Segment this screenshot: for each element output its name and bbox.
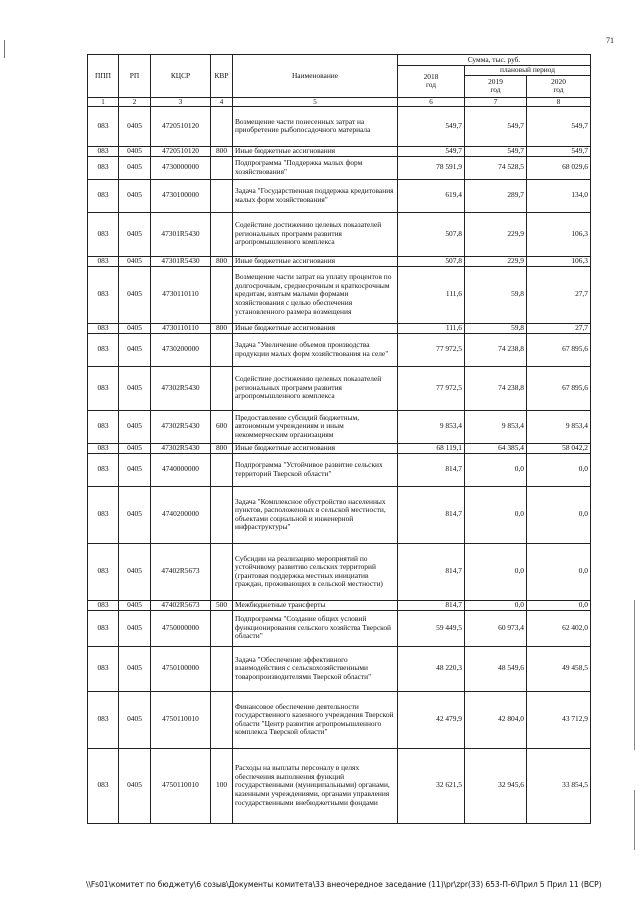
cell-kcsr: 4730000000 [151, 156, 211, 179]
cell-kcsr: 4730110110 [151, 323, 211, 333]
header-sum: Сумма, тыс. руб. [398, 55, 591, 66]
cell-kcsr: 4740000000 [151, 453, 211, 486]
header-year-2020: 2020 год [527, 75, 591, 97]
column-index: 8 [527, 97, 591, 106]
column-index: 4 [211, 97, 233, 106]
cell-amount-2018: 814,7 [398, 486, 465, 543]
cell-kvr: 600 [211, 410, 233, 443]
margin-mark [634, 600, 635, 750]
cell-rp: 0405 [119, 600, 151, 610]
cell-ppp: 083 [88, 453, 119, 486]
column-index: 6 [398, 97, 465, 106]
cell-amount-2020: 549,7 [527, 106, 591, 146]
header-name: Наименование [233, 55, 398, 98]
header-planning-period: плановый период [465, 66, 591, 76]
cell-kvr: 800 [211, 256, 233, 266]
cell-amount-2018: 77 972,5 [398, 333, 465, 366]
column-index: 1 [88, 97, 119, 106]
cell-amount-2018: 111,6 [398, 266, 465, 323]
table-row [88, 146, 591, 156]
footer-file-path: \\Fs01\комитет по бюджету\6 созыв\Документы комитета\33 внеочередное заседание (11)\pr\zpr(33) 653-П-6\Прил 5 Прил 11 (ВСР) [86, 880, 602, 889]
cell-amount-2018: 42 479,9 [398, 691, 465, 748]
cell-ppp: 083 [88, 610, 119, 646]
cell-name: Иные бюджетные ассигнования [233, 256, 398, 266]
cell-amount-2020: 58 042,2 [527, 443, 591, 453]
cell-rp: 0405 [119, 610, 151, 646]
cell-amount-2019: 9 853,4 [465, 410, 527, 443]
cell-amount-2020: 106,3 [527, 212, 591, 256]
cell-amount-2020: 68 029,6 [527, 156, 591, 179]
table-row [88, 453, 591, 486]
cell-amount-2019: 64 385,4 [465, 443, 527, 453]
cell-kcsr: 4720510120 [151, 106, 211, 146]
cell-kcsr: 4740200000 [151, 486, 211, 543]
cell-name: Межбюджетные трансферты [233, 600, 398, 610]
column-index: 7 [465, 97, 527, 106]
table-row [88, 443, 591, 453]
cell-ppp: 083 [88, 106, 119, 146]
cell-kcsr: 4750110010 [151, 691, 211, 748]
cell-amount-2018: 814,7 [398, 543, 465, 600]
cell-amount-2020: 62 402,0 [527, 610, 591, 646]
cell-rp: 0405 [119, 543, 151, 600]
cell-amount-2020: 0,0 [527, 543, 591, 600]
table-row [88, 106, 591, 146]
cell-ppp: 083 [88, 146, 119, 156]
cell-amount-2020: 134,0 [527, 179, 591, 212]
cell-ppp: 083 [88, 691, 119, 748]
page-number: 71 [606, 36, 614, 45]
cell-kvr [211, 156, 233, 179]
cell-ppp: 083 [88, 443, 119, 453]
cell-name: Возмещение части затрат на уплату процентов по долгосрочным, среднесрочным и краткосрочным кредитам, взятым малыми формами хозяйствования с целью обеспечения установленного размера возмещения [233, 266, 398, 323]
cell-amount-2020: 43 712,9 [527, 691, 591, 748]
cell-kvr: 100 [211, 748, 233, 823]
margin-mark [4, 40, 5, 58]
cell-amount-2019: 289,7 [465, 179, 527, 212]
cell-rp: 0405 [119, 212, 151, 256]
cell-kcsr: 4720510120 [151, 146, 211, 156]
cell-kvr [211, 333, 233, 366]
cell-rp: 0405 [119, 156, 151, 179]
cell-ppp: 083 [88, 543, 119, 600]
cell-name: Иные бюджетные ассигнования [233, 323, 398, 333]
cell-amount-2020: 49 458,5 [527, 646, 591, 691]
table-row [88, 748, 591, 823]
cell-kcsr: 47301R5430 [151, 212, 211, 256]
cell-kvr: 800 [211, 146, 233, 156]
cell-name: Задача "Увеличение объемов производства продукции малых форм хозяйствования на селе" [233, 333, 398, 366]
header-kcsr: КЦСР [151, 55, 211, 98]
cell-kcsr: 47302R5430 [151, 410, 211, 443]
cell-rp: 0405 [119, 486, 151, 543]
cell-amount-2020: 9 853,4 [527, 410, 591, 443]
cell-ppp: 083 [88, 486, 119, 543]
header-ppp: ППП [88, 55, 119, 98]
cell-kcsr: 4730100000 [151, 179, 211, 212]
column-index: 5 [233, 97, 398, 106]
cell-amount-2019: 74 238,8 [465, 366, 527, 410]
cell-amount-2019: 0,0 [465, 543, 527, 600]
cell-name: Иные бюджетные ассигнования [233, 443, 398, 453]
cell-ppp: 083 [88, 256, 119, 266]
table-row [88, 691, 591, 748]
cell-amount-2018: 32 621,5 [398, 748, 465, 823]
cell-amount-2019: 60 973,4 [465, 610, 527, 646]
cell-name: Подпрограмма "Создание общих условий функционирования сельского хозяйства Тверской области" [233, 610, 398, 646]
cell-rp: 0405 [119, 179, 151, 212]
cell-rp: 0405 [119, 410, 151, 443]
cell-rp: 0405 [119, 646, 151, 691]
table-row [88, 600, 591, 610]
table-row [88, 543, 591, 600]
cell-rp: 0405 [119, 691, 151, 748]
table-row [88, 156, 591, 179]
table-row [88, 212, 591, 256]
cell-name: Финансовое обеспечение деятельности государственного казенного учреждения Тверской области "Центр развития агропромышленного комплекса Тверской области" [233, 691, 398, 748]
cell-ppp: 083 [88, 748, 119, 823]
cell-kvr [211, 453, 233, 486]
cell-kcsr: 4750000000 [151, 610, 211, 646]
cell-amount-2018: 68 119,1 [398, 443, 465, 453]
cell-kvr [211, 212, 233, 256]
table-row [88, 333, 591, 366]
cell-kvr [211, 610, 233, 646]
cell-name: Содействие достижению целевых показателей региональных программ развития агропромышленного комплекса [233, 366, 398, 410]
cell-amount-2019: 0,0 [465, 453, 527, 486]
cell-amount-2020: 27,7 [527, 266, 591, 323]
cell-rp: 0405 [119, 266, 151, 323]
table-row [88, 646, 591, 691]
table-row [88, 486, 591, 543]
cell-amount-2018: 9 853,4 [398, 410, 465, 443]
cell-amount-2020: 549,7 [527, 146, 591, 156]
cell-rp: 0405 [119, 453, 151, 486]
cell-amount-2019: 229,9 [465, 212, 527, 256]
cell-ppp: 083 [88, 323, 119, 333]
cell-rp: 0405 [119, 748, 151, 823]
cell-name: Субсидии на реализацию мероприятий по устойчивому развитию сельских территорий (грантовая поддержка местных инициатив граждан, проживающих в сельской местности) [233, 543, 398, 600]
cell-amount-2019: 0,0 [465, 600, 527, 610]
cell-kvr [211, 486, 233, 543]
cell-rp: 0405 [119, 146, 151, 156]
cell-kcsr: 4730200000 [151, 333, 211, 366]
cell-kcsr: 47302R5430 [151, 443, 211, 453]
table-row [88, 266, 591, 323]
cell-ppp: 083 [88, 410, 119, 443]
cell-amount-2018: 549,7 [398, 106, 465, 146]
cell-amount-2020: 0,0 [527, 600, 591, 610]
cell-kvr [211, 543, 233, 600]
column-index: 2 [119, 97, 151, 106]
cell-amount-2018: 78 591,9 [398, 156, 465, 179]
cell-kvr: 800 [211, 443, 233, 453]
cell-ppp: 083 [88, 333, 119, 366]
cell-amount-2019: 42 804,0 [465, 691, 527, 748]
cell-ppp: 083 [88, 156, 119, 179]
cell-kvr: 800 [211, 323, 233, 333]
cell-amount-2018: 549,7 [398, 146, 465, 156]
table-body [88, 97, 591, 823]
header-year-2019: 2019 год [465, 75, 527, 97]
cell-rp: 0405 [119, 106, 151, 146]
cell-kvr [211, 106, 233, 146]
cell-amount-2019: 229,9 [465, 256, 527, 266]
cell-amount-2018: 619,4 [398, 179, 465, 212]
cell-amount-2019: 549,7 [465, 106, 527, 146]
cell-amount-2020: 106,3 [527, 256, 591, 266]
cell-rp: 0405 [119, 256, 151, 266]
table-row [88, 179, 591, 212]
cell-ppp: 083 [88, 366, 119, 410]
cell-kcsr: 47302R5430 [151, 366, 211, 410]
cell-kvr [211, 366, 233, 410]
cell-amount-2019: 48 549,6 [465, 646, 527, 691]
cell-ppp: 083 [88, 266, 119, 323]
column-index-row [88, 97, 591, 106]
table-row [88, 323, 591, 333]
cell-amount-2020: 27,7 [527, 323, 591, 333]
cell-amount-2019: 74 238,8 [465, 333, 527, 366]
cell-amount-2020: 0,0 [527, 453, 591, 486]
cell-amount-2019: 59,8 [465, 266, 527, 323]
header-rp: РП [119, 55, 151, 98]
cell-amount-2018: 59 449,5 [398, 610, 465, 646]
cell-rp: 0405 [119, 443, 151, 453]
budget-table [87, 54, 591, 824]
cell-amount-2018: 507,8 [398, 256, 465, 266]
table-row [88, 256, 591, 266]
header-year-2018: 2018 год [398, 66, 465, 98]
cell-rp: 0405 [119, 333, 151, 366]
margin-mark [634, 790, 635, 850]
cell-name: Возмещение части понесенных затрат на приобретение рыбопосадочного материала [233, 106, 398, 146]
cell-name: Подпрограмма "Поддержка малых форм хозяйствования" [233, 156, 398, 179]
cell-kcsr: 47402R5673 [151, 543, 211, 600]
cell-kcsr: 47402R5673 [151, 600, 211, 610]
cell-rp: 0405 [119, 366, 151, 410]
header-kvr: КВР [211, 55, 233, 98]
cell-amount-2018: 111,6 [398, 323, 465, 333]
cell-amount-2018: 77 972,5 [398, 366, 465, 410]
cell-name: Иные бюджетные ассигнования [233, 146, 398, 156]
cell-ppp: 083 [88, 179, 119, 212]
cell-kvr: 500 [211, 600, 233, 610]
cell-amount-2018: 814,7 [398, 453, 465, 486]
cell-amount-2019: 59,8 [465, 323, 527, 333]
cell-name: Предоставление субсидий бюджетным, автономным учреждениям и иным некоммерческим организациям [233, 410, 398, 443]
column-index: 3 [151, 97, 211, 106]
cell-kcsr: 4730110110 [151, 266, 211, 323]
cell-name: Задача "Комплексное обустройство населенных пунктов, расположенных в сельской местности, объектами социальной и инженерной инфраструктуры" [233, 486, 398, 543]
cell-rp: 0405 [119, 323, 151, 333]
cell-ppp: 083 [88, 646, 119, 691]
cell-amount-2019: 549,7 [465, 146, 527, 156]
cell-kcsr: 4750110010 [151, 748, 211, 823]
cell-amount-2018: 48 220,3 [398, 646, 465, 691]
cell-amount-2018: 814,7 [398, 600, 465, 610]
cell-kcsr: 47301R5430 [151, 256, 211, 266]
cell-name: Задача "Государственная поддержка кредитования малых форм хозяйствования" [233, 179, 398, 212]
cell-kvr [211, 646, 233, 691]
cell-kvr [211, 179, 233, 212]
cell-name: Содействие достижению целевых показателей региональных программ развития агропромышленного комплекса [233, 212, 398, 256]
cell-amount-2020: 67 895,6 [527, 366, 591, 410]
cell-kvr [211, 266, 233, 323]
table-row [88, 410, 591, 443]
table-row [88, 366, 591, 410]
cell-amount-2019: 74 528,5 [465, 156, 527, 179]
table-row [88, 610, 591, 646]
cell-name: Подпрограмма "Устойчивое развитие сельских территорий Тверской области" [233, 453, 398, 486]
cell-amount-2020: 67 895,6 [527, 333, 591, 366]
cell-amount-2018: 507,8 [398, 212, 465, 256]
cell-amount-2019: 32 945,6 [465, 748, 527, 823]
cell-name: Задача "Обеспечение эффективного взаимодействия с сельскохозяйственными товаропроизводителями Тверской области" [233, 646, 398, 691]
cell-name: Расходы на выплаты персоналу в целях обеспечения выполнения функций государственными (муниципальными) органами, казенными учреждениями, органами управления государственными внебюджетными фондами [233, 748, 398, 823]
cell-amount-2019: 0,0 [465, 486, 527, 543]
cell-ppp: 083 [88, 600, 119, 610]
cell-ppp: 083 [88, 212, 119, 256]
cell-amount-2020: 0,0 [527, 486, 591, 543]
cell-amount-2020: 33 854,5 [527, 748, 591, 823]
cell-kcsr: 4750100000 [151, 646, 211, 691]
cell-kvr [211, 691, 233, 748]
